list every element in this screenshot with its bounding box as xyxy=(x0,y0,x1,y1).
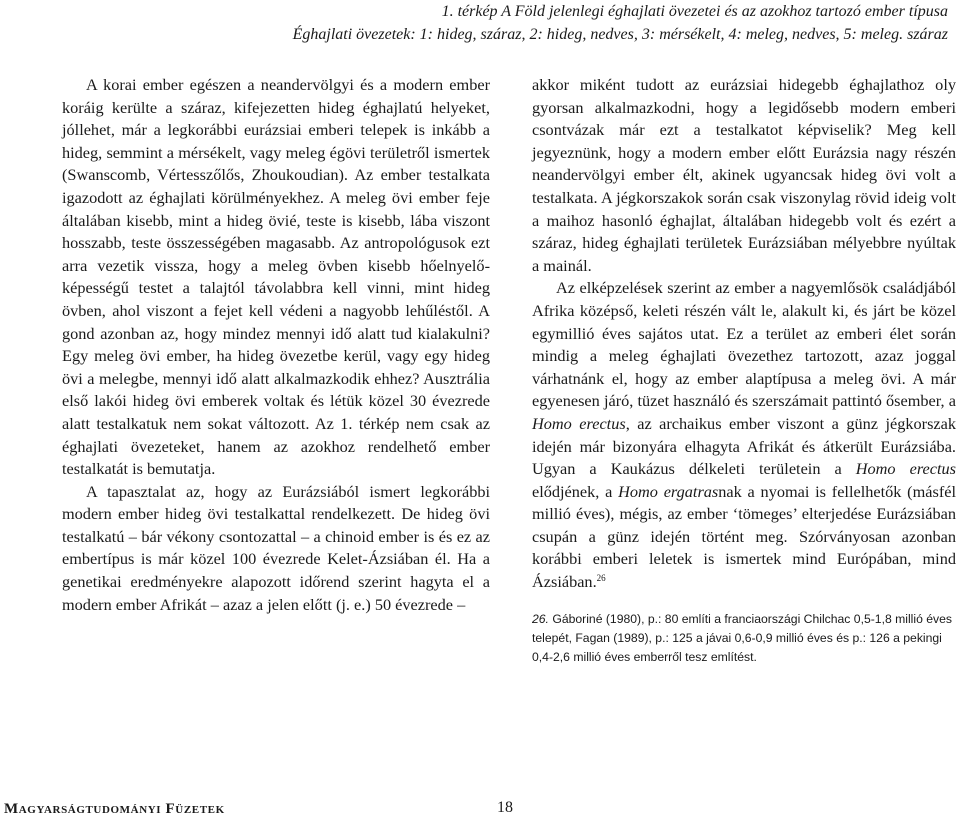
term-homo-ergatras: Homo ergatras xyxy=(618,481,719,501)
footnote-number: 26. xyxy=(532,611,549,626)
term-homo-erectus: Homo erectus xyxy=(855,459,957,479)
left-paragraph-1: A korai ember egészen a neandervölgyi és a modern ember koráig kerülte a száraz, kifejezetten hideg éghajlatú helyeket, jóllehet, már a legkorábbi eurázsiai emberi telepek is inkább a hideg, semmint a mérsékelt, vagy meleg égövi területről ismertek (Swanscomb, Vértesszőlős, Zhoukoudian). Az ember testalkata igazodott az éghajlati körülményekhez. A meleg övi ember feje általában kisebb, mint a hideg övié, teste is kisebb, lába viszont hosszabb, teste összességében magasabb. Az antropológusok ezt arra vezetik vissza, hogy a meleg övben kisebb hőelnyelő-képességű testet a talajtól távolabbra kell vinni, mint hideg övben, ahol viszont a fejet kell védeni a nagyobb lehűléstől. A gond azonban az, hogy mindez mennyi idő alatt tud kialakulni? Egy meleg övi ember, ha hideg övezetbe kerül, vagy egy hideg övi a melegbe, mennyi idő alatt alkalmazkodik ehhez? Ausztrália első lakói hideg övi emberek voltak és létük közel 30 évezrede alatt testalkatuk nem sokat változott. Az 1. térkép nem csak az éghajlati övezeteket, hanem az azokhoz rendelhető ember testalkatát is bemutatja. xyxy=(62,75,490,479)
text-segment: , az archaikus ember viszont a günz jégkorszak idején már bizonyára elhagyta Afrikát és átkerült Eurázsiába. Ugyan a Kaukázus délkeleti területein a xyxy=(532,413,956,479)
footnote-reference[interactable]: 26 xyxy=(596,573,606,584)
text-segment: nak a nyomai is fellelhetők (másfél millió éves), mégis, az ember ‘tömeges’ elterjedése Eurázsiában csupán a günz idején történt meg. Szórványosan azonban korábbi emberi leletek is ismertek mind Európában, mind Ázsiában. xyxy=(532,481,956,592)
left-column xyxy=(62,74,490,616)
right-column xyxy=(532,74,956,667)
right-paragraph-1: akkor miként tudott az eurázsiai hidegebb éghajlathoz oly gyorsan alkalmazkodni, hogy a legidősebb modern emberi csontvázak már ezt a testalkatot képviselik? Meg kell jegyeznünk, hogy a modern ember előtt Eurázsia nagy részén neandervölgyi ember élt, akinek ugyancsak hideg övi volt a testalkata. A jégkorszakok során csak viszonylag rövid ideig volt a maihoz hasonló éghajlat, általában hidegebb volt és ezért a száraz, hideg éghajlati területek Eurázsiában mélyebbre nyúltak a mainál. xyxy=(532,75,956,275)
footnote-text: Gáboriné (1980), p.: 80 említi a franciaországi Chilchac 0,5-1,8 millió éves telepét, Fagan (1989), p.: 125 a jávai 0,6-0,9 millió éves és p.: 126 a pekingi 0,4-2,6 millió éves emberről tesz említést. xyxy=(532,611,953,664)
page-number: 18 xyxy=(497,799,513,816)
journal-title: Magyarságtudományi Füzetek xyxy=(4,801,225,817)
text-segment: elődjének, a xyxy=(532,481,619,501)
left-paragraph-2: A tapasztalat az, hogy az Eurázsiából ismert legkorábbi modern ember hideg övi testalkattal rendelkezett. De hideg övi testalkatú – bár vékony csontozattal – a chinoid ember is és ez az embertípus is már közel 100 évezrede Kelet-Ázsiában él. Ha a genetikai eredményekre alapozott időrend szerint hagyta el a modern ember Afrikát – azaz a jelen előtt (j. e.) 50 évezrede – xyxy=(62,481,490,614)
caption-legend: Éghajlati övezetek: 1: hideg, száraz, 2: hideg, nedves, 3: mérsékelt, 4: meleg, nedves, 5: meleg. száraz xyxy=(292,26,948,43)
caption-title: 1. térkép A Föld jelenlegi éghajlati övezetei és az azokhoz tartozó ember típusa xyxy=(441,3,948,20)
footnote xyxy=(532,610,956,667)
term-homo-erectus: Homo erectus xyxy=(532,413,626,433)
text-segment: Az elképzelések szerint az ember a nagyemlősök családjából Afrika középső, keleti részén vált le, alakult ki, és járt be közel egymillió éves sajátos utat. Ez a terület az emberi élet során mindig a meleg éghajlati övezethez tartozott, azaz joggal várhatnánk el, hogy az ember alaptípusa a meleg övi. A már egyenesen járó, tüzet használó és szerszámait pattintó ősember, a xyxy=(532,278,956,411)
right-paragraph-2 xyxy=(532,277,956,593)
map-caption xyxy=(0,0,948,46)
